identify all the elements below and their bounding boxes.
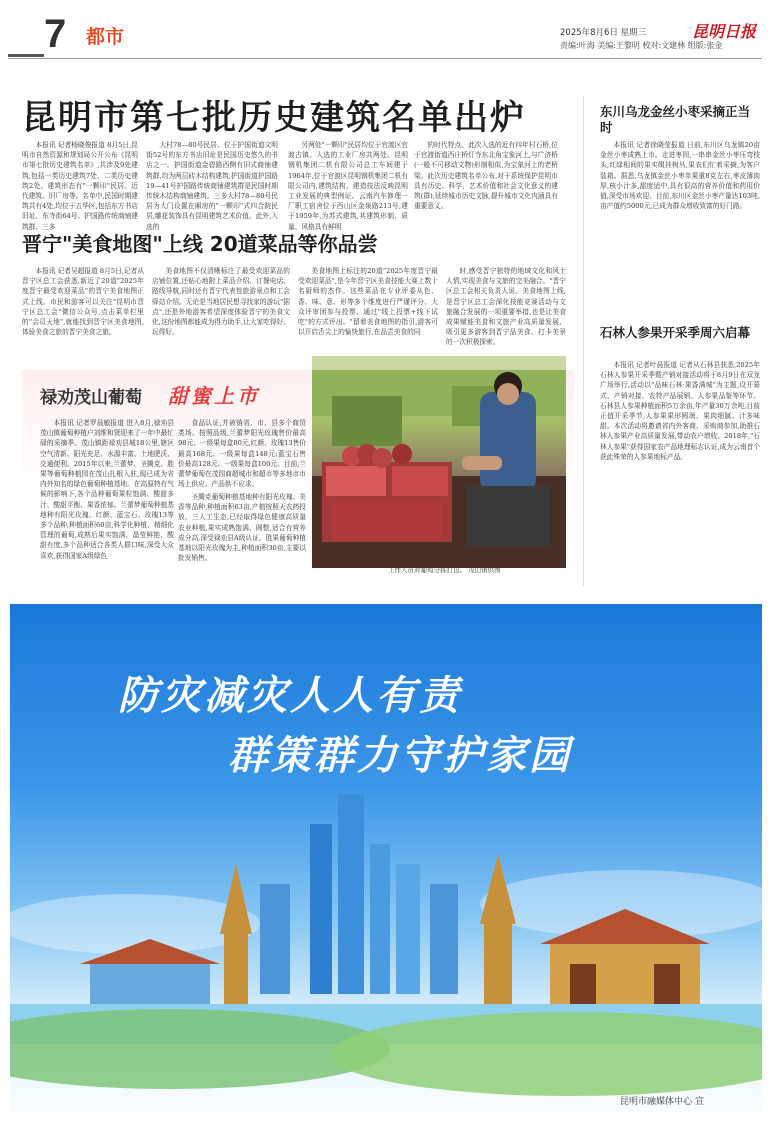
article2-text-4: 时,感受晋宁独特的地域文化和风土人情,实现美食与文旅的完美融合。"晋宁区总工会相关负责人说。美食地图上线,是晋宁区总工会深化技能竞赛活动与文旅融合发展的一项重要举措,也是让美食成果赋能美食和文旅产业高质量发展、吸引更多游客到晋宁品美食、打卡美景的一次积极探索。 — [446, 267, 566, 347]
article1-text-1: 本报讯 记者杨晓俊报道 8月5日,昆明市自然资源和规划局公开公布《昆明市第七批历史建筑名单》,共涉及9处建筑,包括一类历史建筑7处、二类历史建筑2处。建筑形态有"一颗印"民居、近代建筑、旧厂房等。名单中,民国时期建筑共有4处,均位于五华区,包括东方书店旧址、东寺街64号、护国路传统商铺建筑群、三多 — [22, 141, 138, 231]
article2-column-2 — [152, 266, 290, 366]
grape-column-3 — [178, 492, 306, 592]
grape-text-3: 圣腾克葡萄种植基地种有阳光玫瑰、美香等品种,种植面积63亩,产植按照天农药投放、三人工生态,已经取得绿色健康高质量农业种植,果实成熟饱满、圆整,适合有营养成分高,深受禄劝县A级认证。胜果葡萄种植基地以阳光玫瑰为主,种植面积30亩,主要以批发销售。 — [178, 493, 306, 563]
banner-credit: 昆明市融媒体中心 宣 — [620, 1097, 704, 1107]
jujube-text: 本报讯 记者徐晓莹报道 日前,东川区乌龙镇20亩金丝小枣成熟上市。走进枣园,一串串金丝小枣压弯枝头,红绿相间的果实缀挂树丛,果农们忙着采摘,为客户装箱。据悉,乌龙镇金丝小枣单果重8克左右,枣皮薄肉厚,核小汁多,甜度适中,具有很高的营养价值和药用价值,深受市场欢迎。目前,东川区金丝小枣产量达103吨,亩产值约5000元,已成为群众增收致富的好门路。 — [600, 141, 760, 211]
headline-ginseng-fruit: 石林人参果开采季周六启幕 — [600, 325, 751, 340]
grape-column-2 — [178, 418, 306, 490]
ginseng-fruit-text: 本报讯 记者叶晨报道 记者从石林县获悉,2025年石林人参果开采季暨产销对接活动将于8月9日在双龙广场举行,活动以"品味石林·果香满城"为主题,设开幕式、产销对接、农特产品展销、人参果品鉴等环节。石林县人参果种植面积5万余亩,年产量30万余吨,目前正值开采季节,人参果果形圆润、果肉细腻、汁多味甜。本次活动将邀请省内外客商、采购商参加,助推石林人参果产业高质量发展,带动农户增收。2018年,"石林人参果"获得国家农产品地理标志认证,成为云南首个获此殊荣的人参果地标产品。 — [600, 361, 760, 461]
grape-headline: 禄劝茂山葡萄 — [40, 388, 142, 408]
jujube-article — [600, 140, 760, 320]
masthead-logo: 昆明日报 — [692, 22, 757, 41]
article2-text-1: 本报讯 记者吴超报道 8月5日,记者从晋宁区总工会获悉,新近了20道"2025年度晋宁最受欢迎菜品"的晋宁美食地图正式上线。市民和游客可以关注"昆明市晋宁区总工会"微信公众号,点击菜单栏里的"会员天地",就能找到晋宁区美食地图,体验美食之旅的晋宁美食之旅。 — [22, 267, 144, 337]
article2-column-3 — [298, 266, 438, 366]
banner-slogan-line-1: 防灾减灾人人有责 — [118, 673, 462, 719]
section-name: 都市 — [86, 26, 125, 48]
article2-text-2: 美食地图不仅清晰标注了最受欢迎菜品的店铺位置,还贴心地附上菜品介绍、订餐电话、路线导航,同时还有晋宁代表性旅游景点和工会驿站介绍。无论是当地居民想寻找家的游玩"据点",还是外地游客希望深度体验晋宁的美食文化,这份地图都能成为得力助手,让大家吃得好、玩得好。 — [152, 267, 290, 337]
article2-column-4 — [446, 266, 566, 366]
photo-caption: 工作人员对葡萄分拣打包。 茂山镇供图 — [388, 566, 501, 574]
headline-historic-buildings: 昆明市第七批历史建筑名单出炉 — [22, 98, 526, 138]
headline-jujube: 东川乌龙金丝小枣采摘正当时 — [600, 104, 751, 135]
page-header — [0, 0, 770, 64]
issue-date: 2025年8月6日 星期三 — [560, 28, 647, 38]
grape-packing-photo — [312, 356, 566, 568]
article2-text-3: 美食地图上标注的20道"2025年度晋宁最受欢迎菜品",是今年晋宁区美食技能大赛上数十名厨师的杰作。这些菜品在专业评委从色、香、味、意、形等多个维度进行严谨评分、大众评审团参与投票、通过"线上投票+线下试吃"的方式评出。"留着美食地图的指引,游客可以开启舌尖上的愉快旅行,在品尝美食的同 — [298, 267, 438, 337]
grape-headline-accent: 甜蜜上市 — [168, 384, 260, 408]
page-number-underline — [8, 54, 44, 57]
article2-column-1 — [22, 266, 144, 366]
column-divider — [583, 96, 584, 586]
grape-column-1 — [40, 418, 174, 590]
grape-photo-illustration — [312, 356, 566, 568]
grape-text-2: 食品认证,并被销省、市、县多个商贸类场。按照品级,兰蕾梦阳光玫瑰售价最高98元、一级果每盒80元,红颜、玫瑰13售价最高168元、一级果每盒148元;蓝宝石售价最高128元、一级果每盒100元。目前,兰蕾梦葡萄在茂园商超城市和超市等多地市市场上供应。产品供不应求。 — [178, 419, 306, 489]
ginseng-fruit-article — [600, 360, 760, 588]
header-divider — [8, 58, 762, 59]
banner-slogan-line-2: 群策群力守护家园 — [228, 733, 572, 779]
headline-food-map: 晋宁"美食地图"上线 20道菜品等你品尝 — [22, 232, 378, 256]
article1-text-4: 的时代特点。此次入选的近有四年村石桥,位于官渡街道西庄桥灯寺东北角宝象河上,与广济桥(一般不可移动文物)形制相似,为宝象河上的老桥梁。此次历史建筑名单公布,对于系统保护昆明市具有历史、科学、艺术价值和社会文化意义的建筑(群),延续城市历史文脉,提升城市文化内涵具有重要意义。 — [414, 141, 558, 211]
page-number: 7 — [44, 12, 67, 56]
article1-text-2: 大村78—80号民居。位于护国街道文明街52号的东方书店旧址是民国历史悠久的书店之一。护国街道金碧路西侧有旧式商铺建筑群,均为两层砖木结构建筑,护国街道护国路19—41号护国路传统商铺建筑群是民国时期传统木结构商铺建筑。三多大村78—80号民居为大门设置在厢房的"一颗印"式四合院民居,雕花装饰具有昆明建筑艺术价值。此外,入选的 — [146, 141, 278, 231]
editor-credits: 责编:叶海 美编:王黎明 校对:文建林 组版:张金 — [560, 41, 723, 50]
article1-text-3: 另两处"一颗印"民居均位于官渡区官渡古镇。入选的工业厂房共两处。昆明钢机集团二机有限公司总工车间建于1964年,位于官渡区昆明钢机集团二机有限公司内,建筑结构、建造技法反映昆明工业发展的典型例证。云南汽车修理一厂职工宿舍位于西山区金泉路213号,建于1959年,为苏式建筑,其建筑形制、质量、风格具有鲜明 — [288, 141, 408, 231]
grape-text-1: 本报讯 记者罗晨敏报道 进入8月,禄劝县茂山镇葡萄种植户刘维和贤迎来了一年中最忙碌的采摘季。茂山镇距禄劝县城18公里,辖区空气清新、阳光充足、水源丰富、土地肥沃、交通便利。2015年以来,兰蕾梦、圣腾克、胜果等葡萄种植园在茂山扎根入驻,现已成为省内外知名的绿色葡萄种植基地。在高原特有气候的影响下,各个品种葡萄果粒饱满、酸甜多汁、酸甜平衡、果香浓郁。兰蕾梦葡萄种植基地种有阳光玫瑰、红颜、蓝宝石、玫瑰13等多个品种,种植面积60亩,科学化种植、精细化管理的葡萄,成熟后果实饱满、晶莹鲜艳、酸甜有度,多个品种适合各类人群口味,深受大众喜欢,获得国家A级绿色 — [40, 419, 174, 560]
